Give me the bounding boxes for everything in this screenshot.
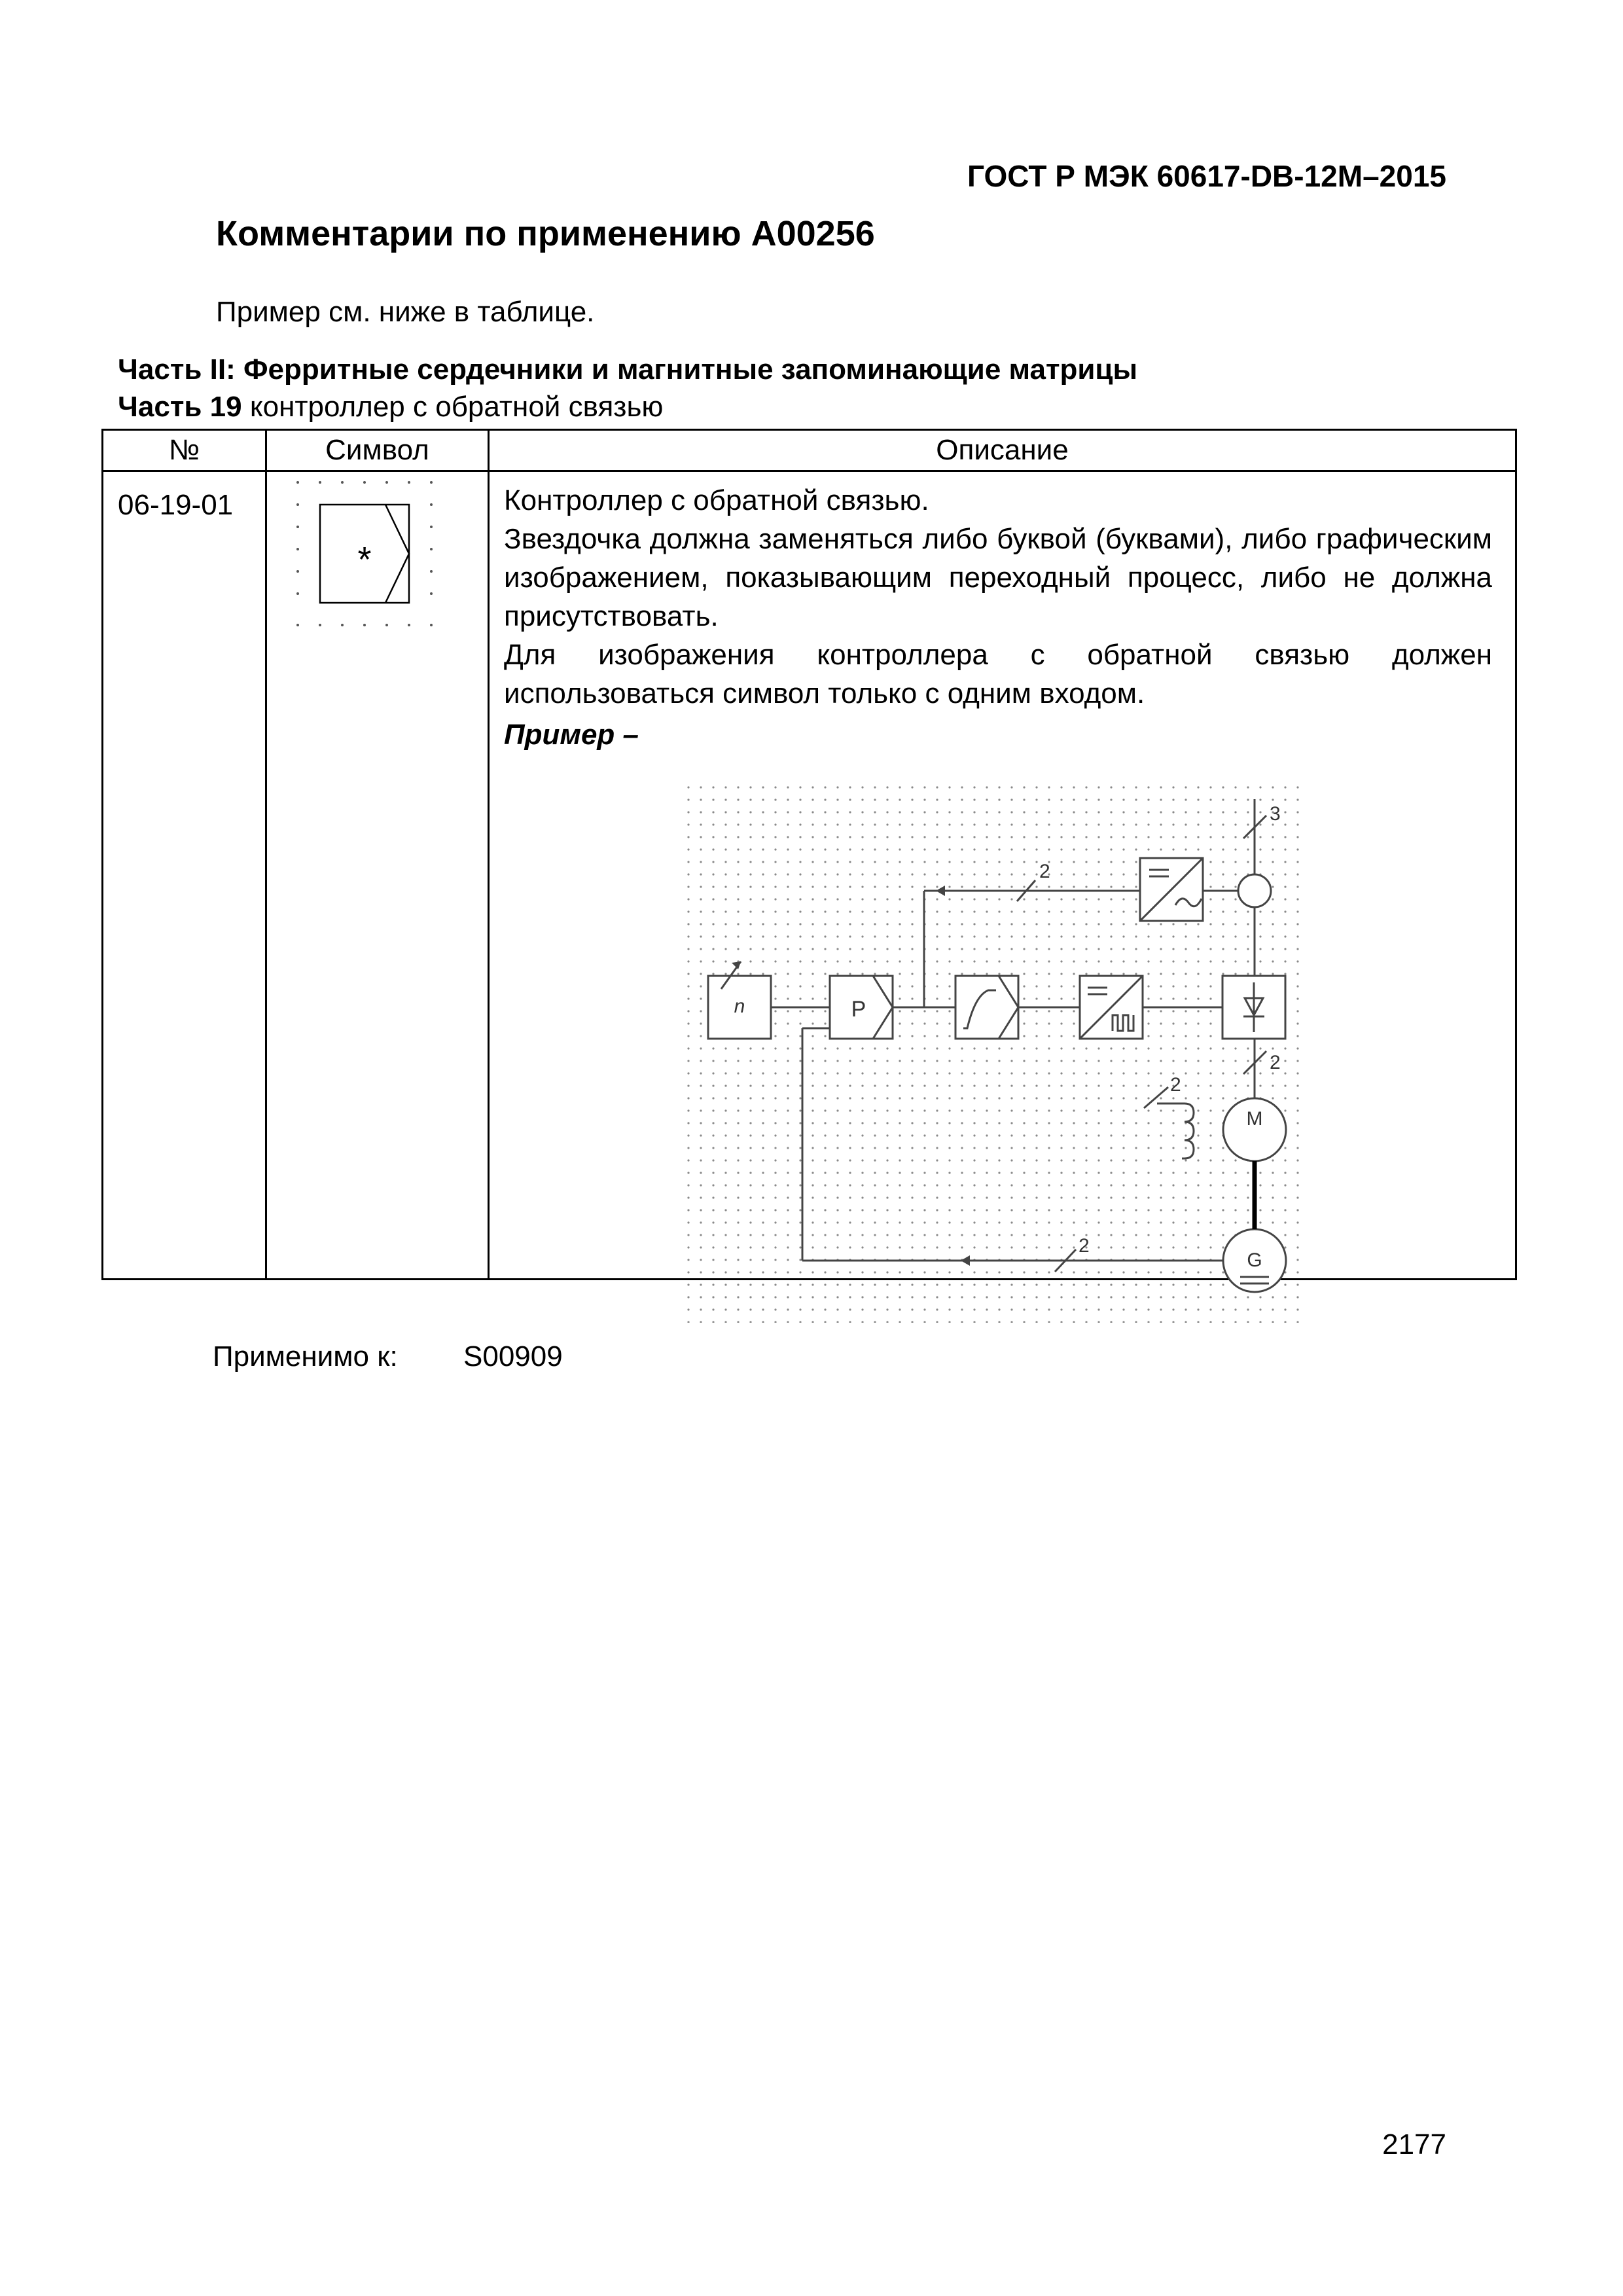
- wire-count-label: 2: [1079, 1235, 1090, 1257]
- motor-label: M: [1246, 1108, 1263, 1130]
- dot-grid: [687, 786, 1302, 1323]
- applies-to-label: Применимо к:: [213, 1340, 398, 1372]
- section-number: Часть 19: [118, 391, 242, 423]
- section-title: контроллер с обратной связью: [241, 391, 664, 423]
- table-row: [103, 471, 1516, 1280]
- wire-count-label: 3: [1270, 803, 1281, 825]
- speed-control-circuit-diagram: [687, 786, 1302, 1323]
- symbol-number: 06-19-01: [103, 471, 266, 1280]
- controller-symbol-icon: [282, 478, 439, 636]
- page-title: Комментарии по применению A00256: [216, 214, 875, 253]
- standard-designation: ГОСТ Р МЭК 60617-DB-12M–2015: [967, 159, 1446, 193]
- symbol-table: [101, 429, 1517, 1280]
- description-paragraph: Звездочка должна заменяться либо буквой (буквами), либо графическим изображением, показывающим переходный процесс, либо не должна присутствовать.: [504, 523, 1492, 632]
- controller-p-label: P: [851, 997, 866, 1022]
- applies-to-value: S00909: [463, 1340, 563, 1372]
- intro-text: Пример см. ниже в таблице.: [216, 296, 595, 328]
- wire-count-label: 2: [1039, 861, 1050, 882]
- description-cell: [489, 471, 1516, 1280]
- generator-label: G: [1247, 1249, 1262, 1271]
- example-label: Пример –: [504, 719, 639, 751]
- column-header-symbol: Символ: [266, 430, 489, 471]
- symbol-cell: [266, 471, 489, 1280]
- column-header-number: №: [103, 430, 266, 471]
- setpoint-label: n: [734, 996, 745, 1017]
- wire-count-label: 2: [1270, 1052, 1281, 1073]
- column-header-description: Описание: [489, 430, 1516, 471]
- wire-count-label: 2: [1170, 1074, 1181, 1096]
- part-heading: Часть II: Ферритные сердечники и магнитные запоминающие матрицы: [118, 353, 1138, 386]
- section-heading: [118, 391, 663, 423]
- description-paragraph: Для изображения контроллера с обратной связью должен использоваться символ только с одним входом.: [504, 639, 1492, 709]
- table-header-row: [103, 430, 1516, 471]
- description-line: Контроллер с обратной связью.: [504, 484, 929, 516]
- page-number: 2177: [1382, 2128, 1446, 2161]
- symbol-asterisk: *: [357, 540, 372, 579]
